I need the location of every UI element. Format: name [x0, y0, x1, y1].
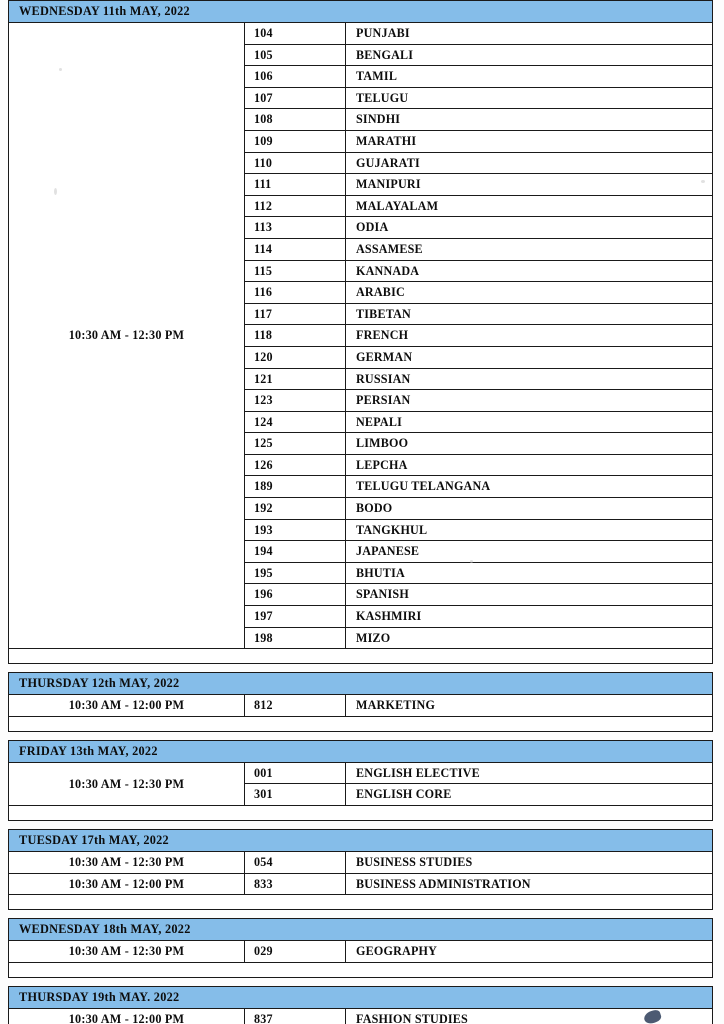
exam-time-cell: 10:30 AM - 12:30 PM	[9, 852, 245, 874]
exam-time-cell: 10:30 AM - 12:00 PM	[9, 695, 245, 717]
scan-speck	[701, 180, 705, 183]
subject-code-cell: 120	[245, 346, 346, 368]
subject-name-cell: MARATHI	[346, 130, 713, 152]
subject-code-cell: 115	[245, 260, 346, 282]
subject-code-cell: 054	[245, 852, 346, 874]
subject-name-cell: BODO	[346, 498, 713, 520]
subject-code-cell: 001	[245, 762, 346, 784]
date-header-row	[9, 830, 713, 852]
subject-code-cell: 106	[245, 66, 346, 88]
subject-code-cell: 029	[245, 941, 346, 963]
subject-code-cell: 192	[245, 498, 346, 520]
subject-name-cell: SINDHI	[346, 109, 713, 131]
exam-time-cell: 10:30 AM - 12:30 PM	[9, 762, 245, 805]
subject-code-cell: 837	[245, 1008, 346, 1024]
subject-name-cell: KANNADA	[346, 260, 713, 282]
subject-code-cell: 104	[245, 23, 346, 45]
scan-speck	[59, 68, 62, 71]
date-header-row	[9, 919, 713, 941]
subject-name-cell: TANGKHUL	[346, 519, 713, 541]
subject-code-cell: 124	[245, 411, 346, 433]
subject-code-cell: 196	[245, 584, 346, 606]
subject-name-cell: MALAYALAM	[346, 195, 713, 217]
subject-name-cell: GERMAN	[346, 346, 713, 368]
subject-code-cell: 197	[245, 606, 346, 628]
section-gap	[9, 731, 713, 740]
subject-name-cell: TELUGU TELANGANA	[346, 476, 713, 498]
subject-name-cell: PERSIAN	[346, 390, 713, 412]
subject-name-cell: ENGLISH CORE	[346, 784, 713, 806]
scan-speck	[470, 560, 473, 563]
subject-name-cell: NEPALI	[346, 411, 713, 433]
subject-code-cell: 193	[245, 519, 346, 541]
date-header-label: WEDNESDAY 11th MAY, 2022	[9, 1, 713, 23]
subject-code-cell: 812	[245, 695, 346, 717]
subject-name-cell: TIBETAN	[346, 303, 713, 325]
section-spacer-row	[9, 806, 713, 821]
section-gap	[9, 910, 713, 919]
subject-name-cell: SPANISH	[346, 584, 713, 606]
subject-code-cell: 833	[245, 873, 346, 895]
table-row	[9, 695, 713, 717]
subject-name-cell: FRENCH	[346, 325, 713, 347]
subject-code-cell: 126	[245, 454, 346, 476]
table-row	[9, 23, 713, 45]
subject-code-cell: 198	[245, 627, 346, 649]
subject-code-cell: 113	[245, 217, 346, 239]
section-gap	[9, 821, 713, 830]
table-row	[9, 941, 713, 963]
subject-code-cell: 108	[245, 109, 346, 131]
section-spacer-row	[9, 716, 713, 731]
subject-name-cell: GEOGRAPHY	[346, 941, 713, 963]
date-header-label: WEDNESDAY 18th MAY, 2022	[9, 919, 713, 941]
subject-code-cell: 123	[245, 390, 346, 412]
subject-name-cell: PUNJABI	[346, 23, 713, 45]
subject-name-cell: FASHION STUDIES	[346, 1008, 713, 1024]
subject-name-cell: LEPCHA	[346, 454, 713, 476]
subject-name-cell: MANIPURI	[346, 174, 713, 196]
subject-name-cell: BUSINESS ADMINISTRATION	[346, 873, 713, 895]
subject-name-cell: MARKETING	[346, 695, 713, 717]
subject-code-cell: 194	[245, 541, 346, 563]
subject-name-cell: ARABIC	[346, 282, 713, 304]
subject-code-cell: 116	[245, 282, 346, 304]
subject-code-cell: 118	[245, 325, 346, 347]
subject-code-cell: 117	[245, 303, 346, 325]
date-header-label: FRIDAY 13th MAY, 2022	[9, 740, 713, 762]
subject-code-cell: 189	[245, 476, 346, 498]
table-row	[9, 1008, 713, 1024]
subject-code-cell: 301	[245, 784, 346, 806]
date-header-label: THURSDAY 19th MAY. 2022	[9, 986, 713, 1008]
exam-schedule-table	[8, 0, 713, 1024]
subject-name-cell: RUSSIAN	[346, 368, 713, 390]
exam-time-cell: 10:30 AM - 12:00 PM	[9, 1008, 245, 1024]
date-header-label: THURSDAY 12th MAY, 2022	[9, 673, 713, 695]
subject-code-cell: 105	[245, 44, 346, 66]
subject-code-cell: 111	[245, 174, 346, 196]
subject-name-cell: BUSINESS STUDIES	[346, 852, 713, 874]
subject-name-cell: BHUTIA	[346, 562, 713, 584]
subject-name-cell: TELUGU	[346, 87, 713, 109]
date-header-row	[9, 740, 713, 762]
section-spacer-row	[9, 962, 713, 977]
section-gap	[9, 977, 713, 986]
date-header-label: TUESDAY 17th MAY, 2022	[9, 830, 713, 852]
table-row	[9, 852, 713, 874]
section-gap	[9, 664, 713, 673]
subject-name-cell: LIMBOO	[346, 433, 713, 455]
subject-name-cell: JAPANESE	[346, 541, 713, 563]
exam-time-cell: 10:30 AM - 12:30 PM	[9, 941, 245, 963]
section-spacer-row	[9, 895, 713, 910]
exam-time-cell: 10:30 AM - 12:30 PM	[9, 23, 245, 649]
subject-code-cell: 109	[245, 130, 346, 152]
subject-code-cell: 110	[245, 152, 346, 174]
subject-code-cell: 125	[245, 433, 346, 455]
subject-code-cell: 195	[245, 562, 346, 584]
subject-name-cell: ENGLISH ELECTIVE	[346, 762, 713, 784]
scan-speck	[54, 188, 57, 195]
subject-name-cell: ASSAMESE	[346, 238, 713, 260]
date-header-row	[9, 986, 713, 1008]
subject-name-cell: GUJARATI	[346, 152, 713, 174]
subject-code-cell: 112	[245, 195, 346, 217]
subject-name-cell: KASHMIRI	[346, 606, 713, 628]
table-row	[9, 762, 713, 784]
subject-code-cell: 114	[245, 238, 346, 260]
exam-time-cell: 10:30 AM - 12:00 PM	[9, 873, 245, 895]
subject-name-cell: MIZO	[346, 627, 713, 649]
subject-name-cell: BENGALI	[346, 44, 713, 66]
subject-name-cell: ODIA	[346, 217, 713, 239]
subject-name-cell: TAMIL	[346, 66, 713, 88]
subject-code-cell: 121	[245, 368, 346, 390]
date-header-row	[9, 673, 713, 695]
section-spacer-row	[9, 649, 713, 664]
table-row	[9, 873, 713, 895]
subject-code-cell: 107	[245, 87, 346, 109]
date-header-row	[9, 1, 713, 23]
